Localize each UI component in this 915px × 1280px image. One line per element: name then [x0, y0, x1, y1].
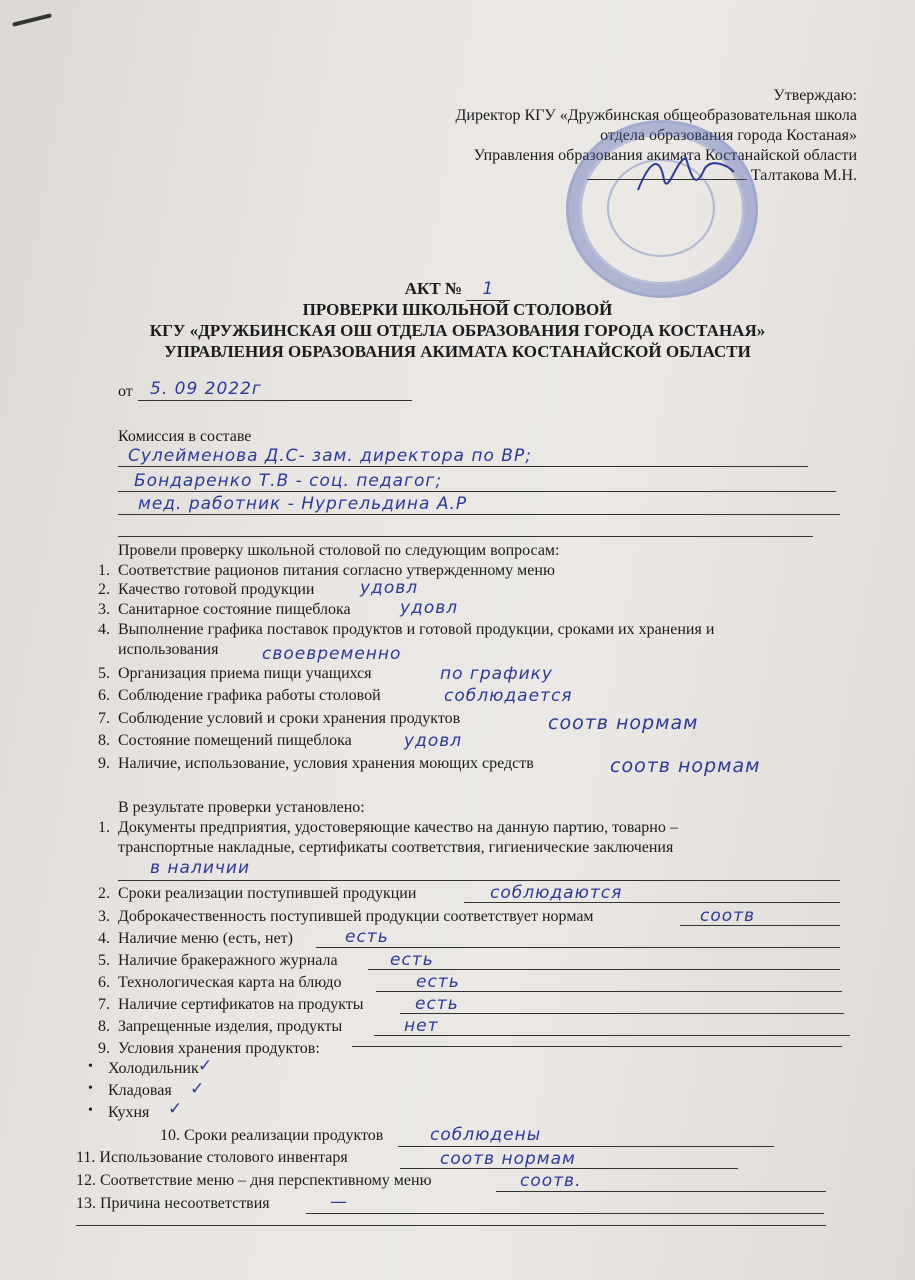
question-item: Соответствие рационов питания согласно утвержденному меню	[118, 562, 555, 579]
question-item: Соблюдение условий и сроки хранения продуктов	[118, 710, 461, 727]
approval-department: отдела образования города Костаная»	[600, 127, 857, 144]
result-item: Доброкачественность поступившей продукции соответствует нормам	[118, 908, 594, 925]
result-item: Наличие меню (есть, нет)	[118, 930, 293, 947]
commission-member-3: мед. работник - Нургельдина А.Р	[138, 494, 468, 514]
question-answer: по графику	[440, 664, 553, 684]
result-answer: —	[330, 1192, 348, 1212]
result-item: Технологическая карта на блюдо	[118, 974, 342, 991]
check-icon: ✓	[168, 1099, 184, 1119]
question-answer: соотв нормам	[548, 712, 699, 734]
question-answer: удовл	[404, 731, 463, 751]
storage-item: Кухня	[108, 1104, 150, 1121]
result-answer: соблюдены	[430, 1125, 542, 1145]
bullet: •	[88, 1103, 93, 1118]
result-item: 13. Причина несоответствия	[76, 1195, 270, 1212]
question-answer: удовл	[360, 578, 419, 598]
question-item: Организация приема пищи учащихся	[118, 665, 372, 682]
document-sheet: Утверждаю: Директор КГУ «Дружбинская общеобразовательная школа отдела образования города Костаная» Управления образования акимата Костанайской области Талтакова М.Н. АКТ № 1 ПРОВЕРКИ ШКОЛЬНОЙ СТОЛОВОЙ КГУ «ДРУЖБИНСКАЯ ОШ ОТДЕЛА ОБРАЗОВАНИЯ ГОРОДА КОСТАНАЯ» УПРАВЛЕНИЯ ОБРАЗОВАНИЯ АКИМАТА КОСТАНАЙСКОЙ ОБЛАСТИ от 5. 09 2022г Комиссия в составе Сулейменова Д.С- зам. директора по ВР; Бондаренко Т.В - соц. педагог; мед. работник - Нургельдина А.Р Провели проверку школьной столовой по следующим вопросам: 1. Соответствие рационов питания согласно утвержденному меню 2. Качество готовой продукции удовл 3. Санитарное состояние пищеблока удовл 4. Выполнение графика поставок продуктов и готовой продукции, сроками их хранения и использования своевременно 5. Организация приема пищи учащихся по графику 6. Соблюдение графика работы столовой соблюдается 7. Соблюдение условий и сроки хранения продуктов соотв нормам 8. Состояние помещений пищеблока удовл 9. Наличие, использование, условия хранения моющих средств соотв нормам В результате проверки установлено: 1. Документы предприятия, удостоверяющие качество на данную партию, товарно – транспортные накладные, сертификаты соответствия, гигиенические заключения в наличии 2. Сроки реализации поступившей продукции соблюдаются 3. Доброкачественность поступившей продукции соответствует нормам соотв 4. Наличие меню (есть, нет) есть 5. Наличие бракеражного журнала есть 6. Технологическая карта на блюдо есть 7. Наличие сертификатов на продукты есть 8. Запрещенные изделия, продукты нет 9. Условия хранения продуктов: • Холодильник ✓ • Кладовая ✓ • Кухня ✓ 10. Сроки реализации продуктов соблюдены 11. Использование столового инвентаря соотв нормам 12. Соответствие меню – дня перспективному меню соотв. 13. Причина несоответствия —	[0, 0, 915, 1280]
date-label: от	[118, 383, 133, 400]
result-item: Условия хранения продуктов:	[118, 1040, 320, 1057]
result-answer: есть	[390, 950, 434, 970]
result-item: 11. Использование столового инвентаря	[76, 1149, 348, 1166]
result-item: Наличие сертификатов на продукты	[118, 996, 364, 1013]
result-item: Запрещенные изделия, продукты	[118, 1018, 343, 1035]
date-value: 5. 09 2022г	[150, 379, 262, 399]
pen-mark	[12, 13, 52, 27]
title-line-2: ПРОВЕРКИ ШКОЛЬНОЙ СТОЛОВОЙ	[302, 300, 613, 319]
question-item: Санитарное состояние пищеблока	[118, 601, 351, 618]
question-item: Состояние помещений пищеблока	[118, 732, 352, 749]
director-signature	[630, 150, 740, 200]
storage-item: Холодильник	[108, 1060, 199, 1077]
question-item: Выполнение графика поставок продуктов и готовой продукции, сроками их хранения и	[118, 621, 715, 638]
commission-member-2: Бондаренко Т.В - соц. педагог;	[134, 471, 443, 491]
act-number: 1	[482, 279, 495, 299]
commission-label: Комиссия в составе	[118, 428, 252, 445]
title-line-4: УПРАВЛЕНИЯ ОБРАЗОВАНИЯ АКИМАТА КОСТАНАЙСКОЙ ОБЛАСТИ	[164, 342, 751, 361]
result-item: 10. Сроки реализации продуктов	[160, 1127, 384, 1144]
approval-director: Директор КГУ «Дружбинская общеобразовательная школа	[455, 107, 857, 124]
result-answer: соблюдаются	[490, 883, 623, 903]
result-item-cont: транспортные накладные, сертификаты соответствия, гигиенические заключения	[118, 839, 674, 856]
result-item: Наличие бракеражного журнала	[118, 952, 338, 969]
check-icon: ✓	[198, 1056, 214, 1076]
question-item: Качество готовой продукции	[118, 581, 315, 598]
commission-member-1: Сулейменова Д.С- зам. директора по ВР;	[128, 446, 532, 466]
official-stamp	[566, 120, 758, 298]
question-answer: соблюдается	[444, 686, 573, 706]
check-icon: ✓	[190, 1079, 206, 1099]
result-item: Документы предприятия, удостоверяющие качество на данную партию, товарно –	[118, 819, 678, 836]
result-answer: соотв	[700, 906, 756, 926]
question-answer: соотв нормам	[610, 755, 761, 777]
result-item: 12. Соответствие меню – дня перспективному меню	[76, 1172, 432, 1189]
approval-name: Талтакова М.Н.	[456, 166, 857, 186]
result-answer: есть	[345, 927, 389, 947]
question-item: Соблюдение графика работы столовой	[118, 687, 381, 704]
questions-intro: Провели проверку школьной столовой по следующим вопросам:	[118, 542, 560, 559]
bullet: •	[88, 1059, 93, 1074]
result-answer: нет	[404, 1016, 439, 1036]
result-answer: в наличии	[150, 858, 251, 878]
bullet: •	[88, 1081, 93, 1096]
question-answer: своевременно	[262, 644, 402, 664]
result-answer: соотв нормам	[440, 1149, 576, 1169]
act-title: АКТ № 1	[0, 278, 915, 301]
question-item: Наличие, использование, условия хранения моющих средств	[118, 755, 534, 772]
result-answer: есть	[416, 972, 460, 992]
question-answer: удовл	[400, 598, 459, 618]
result-item: Сроки реализации поступившей продукции	[118, 885, 417, 902]
result-answer: есть	[415, 994, 459, 1014]
title-line-3: КГУ «ДРУЖБИНСКАЯ ОШ ОТДЕЛА ОБРАЗОВАНИЯ ГОРОДА КОСТАНАЯ»	[149, 321, 766, 340]
approval-administration: Управления образования акимата Костанайской области	[473, 147, 857, 164]
results-intro: В результате проверки установлено:	[118, 799, 365, 816]
question-item-cont: использования	[118, 641, 219, 658]
approval-heading: Утверждаю:	[773, 87, 857, 104]
storage-item: Кладовая	[108, 1082, 172, 1099]
result-answer: соотв.	[520, 1171, 582, 1191]
